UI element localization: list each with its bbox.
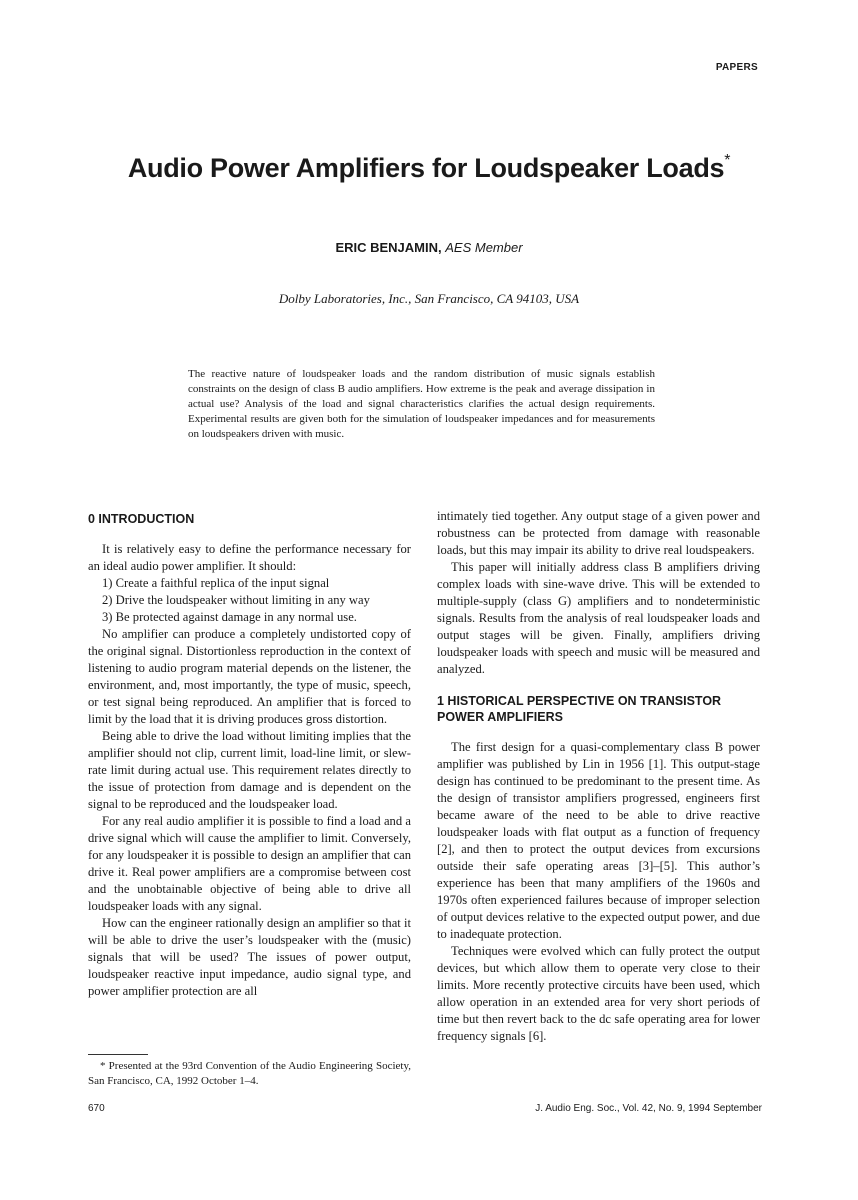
requirements-list xyxy=(88,575,411,626)
abstract: The reactive nature of loudspeaker loads and the random distribution of music signals establish constraints on the design of class B audio amplifiers. How extreme is the peak and average dissipation in actual use? Analysis of the load and signal characteristics clarifies the actual design requirements. Experimental results are given both for the simulation of loudspeaker impedances and for measurements on loudspeakers driven with music. xyxy=(188,368,655,440)
affiliation: Dolby Laboratories, Inc., San Francisco, CA 94103, USA xyxy=(278,291,580,306)
list-item: 3) Be protected against damage in any normal use. xyxy=(102,610,357,624)
title-footnote-mark: * xyxy=(724,152,731,169)
section-1-heading: 1 HISTORICAL PERSPECTIVE ON TRANSISTOR POWER AMPLIFIERS xyxy=(437,694,722,724)
paragraph: This paper will initially address class B amplifiers driving complex loads with sine-wave drive. This will be extended to multiple-supply (class G) amplifiers and to nondeterministic signals. Results from the analysis of real loudspeaker loads and output stages will be given. Finally, amplifiers driving loudspeaker loads with speech and music will be measured and analyzed. xyxy=(437,560,760,676)
paragraph: Techniques were evolved which can fully protect the output devices, but which allow them to operate very close to their limits. More recently protective circuits have been used, which allow operation in an extended area for very short periods of time but then revert back to the dc safe operating area for lower frequency signals [6]. xyxy=(437,944,760,1043)
paragraph: The first design for a quasi-complementary class B power amplifier was published by Lin in 1956 [1]. This output-stage design has continued to be predominant to the present time. As the design of transistor amplifiers progressed, engineers first became aware of the need to be able to drive reactive loudspeaker loads with flat output as a function of frequency [2], and then to protect the output devices from excursions outside their safe operating areas [3]–[5]. This author’s experience has been that many amplifiers of the 1960s and 1970s often experienced failures because of improper selection of output devices relative to the expected output power, and due to inadequate protection. xyxy=(437,740,760,941)
footnote-rule xyxy=(88,1054,148,1055)
right-column xyxy=(437,508,760,1045)
list-item: 1) Create a faithful replica of the input signal xyxy=(102,576,330,590)
paragraph: For any real audio amplifier it is possible to find a load and a drive signal which will cause the amplifier to limit. Conversely, for any loudspeaker it is possible to design an amplifier that can drive it. Real power amplifiers are a compromise between cost and the unobtainable objective of being able to drive all loudspeaker loads with any signal. xyxy=(88,814,411,913)
paragraph: How can the engineer rationally design an amplifier so that it will be able to drive the user’s loudspeaker with the (music) signals that will be used? The issues of power output, loudspeaker reactive input impedance, audio signal type, and power amplifier protection are all xyxy=(88,916,411,998)
paragraph: Being able to drive the load without limiting implies that the amplifier should not clip, current limit, load-line limit, or slew-rate limit during actual use. This requirement relates directly to the issue of protection from damage and is dependent on the signal to be reproduced and the loudspeaker load. xyxy=(88,729,411,811)
author-membership: AES Member xyxy=(445,240,523,255)
journal-citation: J. Audio Eng. Soc., Vol. 42, No. 9, 1994 September xyxy=(535,1103,762,1114)
paper-title-text: Audio Power Amplifiers for Loudspeaker Loads xyxy=(127,153,725,183)
section-0-heading: 0 INTRODUCTION xyxy=(88,512,195,526)
left-column xyxy=(88,508,411,1000)
page-number: 670 xyxy=(88,1103,105,1114)
paragraph: No amplifier can produce a completely undistorted copy of the original signal. Distortionless reproduction in the context of listening to audio program material depends on the listener, the environment, and, most importantly, the type of music, speech, or test signal being reproduced. An amplifier that is forced to limit by the load that it is driving produces gross distortion. xyxy=(88,627,411,726)
intro-paragraph: It is relatively easy to define the performance necessary for an ideal audio power amplifier. It should: xyxy=(88,542,411,573)
footnote: * Presented at the 93rd Convention of the Audio Engineering Society, San Francisco, CA, 1992 October 1–4. xyxy=(88,1060,411,1087)
running-header: PAPERS xyxy=(715,62,758,73)
paragraph: intimately tied together. Any output stage of a given power and robustness can be protected from damage with reasonable loads, but this may impair its ability to drive real loudspeakers. xyxy=(437,509,760,557)
list-item: 2) Drive the loudspeaker without limiting in any way xyxy=(102,593,370,607)
author-line xyxy=(0,240,858,255)
paper-title xyxy=(0,152,858,184)
author-name: ERIC BENJAMIN, xyxy=(335,240,442,255)
